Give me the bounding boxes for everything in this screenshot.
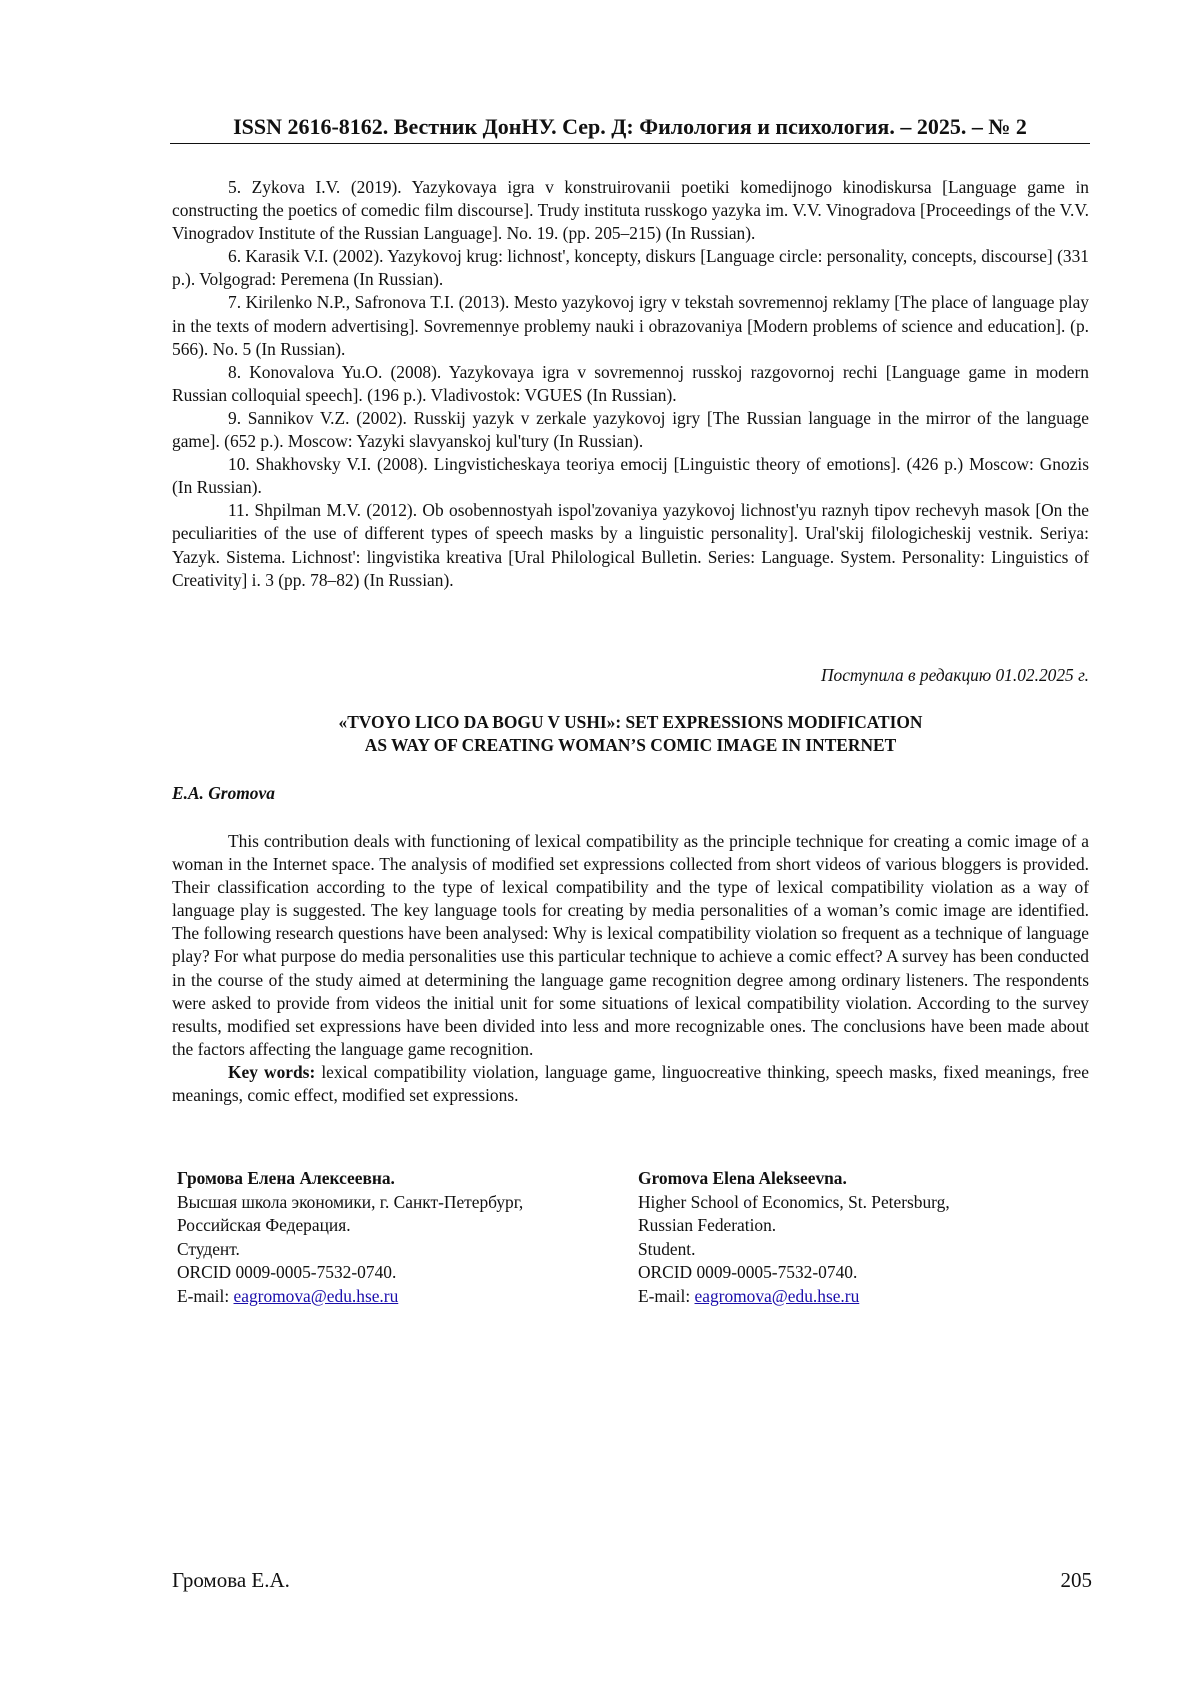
author-orcid: ORCID 0009-0005-7532-0740. (177, 1262, 397, 1282)
reference-item: 10. Shakhovsky V.I. (2008). Lingvisticheskaya teoriya emocij [Linguistic theory of emotions]. (426 p.) Moscow: Gnozis (In Russian). (172, 454, 1089, 498)
header-divider (170, 143, 1090, 144)
author-info-russian (177, 1167, 617, 1308)
article-title-line-1: «TVOYO LICO DA BOGU V USHI»: SET EXPRESSIONS MODIFICATION (338, 712, 923, 732)
email-label: E-mail: (638, 1285, 695, 1306)
author-name: Gromova Elena Alekseevna. (638, 1168, 847, 1188)
article-title (172, 711, 1089, 757)
received-date: Поступила в редакцию 01.02.2025 г. (820, 665, 1089, 685)
email-link[interactable]: eagromova@edu.hse.ru (233, 1285, 399, 1306)
author-email-row (177, 1285, 617, 1309)
affiliation-line: Высшая школа экономики, г. Санкт-Петербург, (177, 1191, 524, 1212)
affiliation-line: Российская Федерация. (177, 1215, 351, 1235)
author-name: Громова Елена Алексеевна. (177, 1168, 395, 1188)
email-label: E-mail: (177, 1285, 234, 1306)
author-info-english (638, 1167, 1078, 1308)
references-list (172, 176, 1089, 592)
reference-item: 6. Karasik V.I. (2002). Yazykovoj krug: lichnost', koncepty, diskurs [Language circle: personality, concepts, discourse] (331 p.). Volgograd: Peremena (In Russian). (172, 246, 1089, 290)
abstract-text: This contribution deals with functioning of lexical compatibility as the principle technique for creating a comic image of a woman in the Internet space. The analysis of modified set expressions collected from short videos of various bloggers is provided. Their classification according to the type of lexical compatibility and the type of lexical compatibility violation as a way of language play is suggested. The key language tools for creating by media personalities of a woman’s comic image are identified. The following research questions have been analysed: Why is lexical compatibility violation so frequent as a technique of language play? For what purpose do media personalities use this particular technique to achieve a comic effect? A survey has been conducted in the course of the study aimed at determining the language game recognition degree among ordinary listeners. The respondents were asked to provide from videos the initial unit for some situations of lexical compatibility violation. According to the survey results, modified set expressions have been divided into less and more recognizable ones. The conclusions have been made about the factors affecting the language game recognition. (172, 831, 1089, 1059)
article-title-line-2: AS WAY OF CREATING WOMAN’S COMIC IMAGE IN INTERNET (364, 735, 897, 755)
page-number: 205 (1060, 1568, 1092, 1592)
keywords (172, 1061, 1089, 1107)
keywords-text: lexical compatibility violation, language game, linguocreative thinking, speech masks, fixed meanings, free meanings, comic effect, modified set expressions. (172, 1061, 1089, 1106)
reference-item: 8. Konovalova Yu.O. (2008). Yazykovaya igra v sovremennoj russkoj razgovornoj rechi [Language game in modern Russian colloquial speech]. (196 p.). Vladivostok: VGUES (In Russian). (172, 361, 1089, 405)
author-status: Студент. (177, 1238, 240, 1259)
journal-header: ISSN 2616-8162. Вестник ДонНУ. Сер. Д: Филология и психология. – 2025. – № 2 (233, 114, 1027, 139)
reference-item: 9. Sannikov V.Z. (2002). Russkij yazyk v zerkale yazykovoj igry [The Russian language in the mirror of the language game]. (652 p.). Moscow: Yazyki slavyanskoj kul'tury (In Russian). (172, 407, 1089, 452)
author-orcid: ORCID 0009-0005-7532-0740. (638, 1262, 858, 1282)
footer-author: Громова Е.А. (172, 1568, 290, 1592)
affiliation-line: Higher School of Economics, St. Petersburg, (638, 1191, 950, 1212)
email-link[interactable]: eagromova@edu.hse.ru (694, 1285, 860, 1306)
article-author: E.A. Gromova (172, 783, 275, 803)
abstract (172, 830, 1089, 1107)
affiliation-line: Russian Federation. (638, 1215, 777, 1235)
author-status: Student. (638, 1238, 696, 1259)
reference-item: 7. Kirilenko N.P., Safronova T.I. (2013). Mesto yazykovoj igry v tekstah sovremennoj reklamy [The place of language play in the texts of modern advertising]. Sovremennye problemy nauki i obrazovaniya [Modern problems of science and education]. (p. 566). No. 5 (In Russian). (172, 292, 1089, 359)
reference-item: 5. Zykova I.V. (2019). Yazykovaya igra v konstruirovanii poetiki komedijnogo kinodiskursa [Language game in constructing the poetics of comedic film discourse]. Trudy instituta russkogo yazyka im. V.V. Vinogradova [Proceedings of the V.V. Vinogradov Institute of the Russian Language]. No. 19. (pp. 205–215) (In Russian). (172, 177, 1089, 244)
author-email-row (638, 1285, 1078, 1309)
reference-item: 11. Shpilman M.V. (2012). Ob osobennostyah ispol'zovaniya yazykovoj lichnost'yu raznyh tipov rechevyh masok [On the peculiarities of the use of different types of speech masks by a linguistic personality]. Ural'skij filologicheskij vestnik. Seriya: Yazyk. Sistema. Lichnost': lingvistika kreativa [Ural Philological Bulletin. Series: Language. System. Personality: Linguistics of Creativity] i. 3 (pp. 78–82) (In Russian). (172, 500, 1089, 590)
keywords-label: Key words: (228, 1061, 316, 1082)
